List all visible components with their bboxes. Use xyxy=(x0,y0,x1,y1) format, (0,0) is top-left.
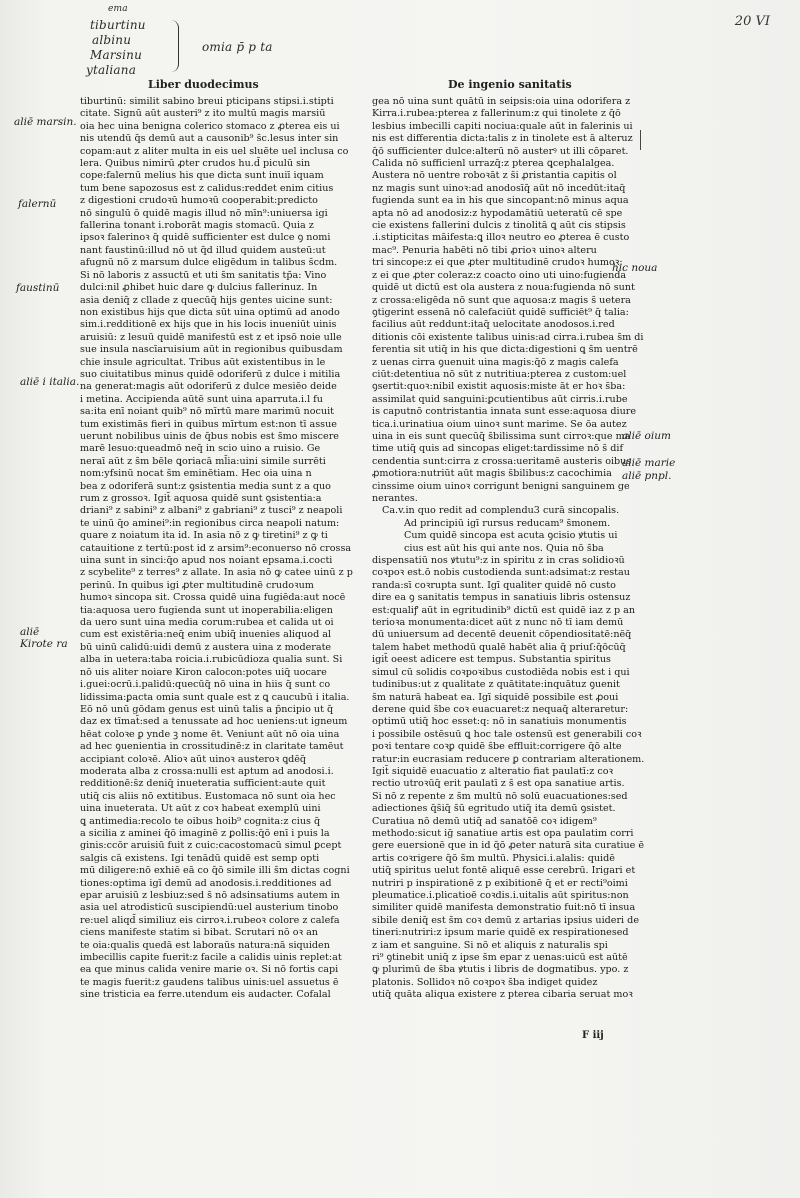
text-line: randa:sī coꝛrupta sunt. Igī qualiter quidē nō custo xyxy=(372,579,616,591)
text-line: te oia:qualis quedā est laboraūs natura:nā siquiden xyxy=(80,939,330,951)
text-line: pleumatice.i.plicatioē coꝛdis.i.uitalis aūt spiritus:non xyxy=(372,890,629,901)
text-line: tiones:optima igī demū ad anodosis.i.redditiones ad xyxy=(80,877,332,889)
text-line: ciens manifeste statim si bibat. Scrutari nō oꝛ an xyxy=(80,927,318,939)
text-line: mac⁹. Penuria habēti nō tibi ꝓrioꝛ uinoꝛ alteru xyxy=(372,244,597,256)
running-head-left: Liber duodecimus xyxy=(148,78,259,91)
text-line: nis utendū q̄s demū aut a causonib⁹ s̄c.lesus inter sin xyxy=(80,133,339,145)
text-line: catauitione z tertū:post id z arsim⁹:econuerso nō crossa xyxy=(80,542,352,554)
text-line: bea z odoriferā sunt:z ꝯsistentia media sunt z a quo xyxy=(80,480,331,492)
text-line: Calida nō sufficienl urrazq̄:z pterea ꝗcephalalgea. xyxy=(372,158,615,170)
text-line: ꝯsertit:quoꝛ:nibil existit aquosis:miste āt er hoꝛ s̄ba: xyxy=(372,381,626,393)
text-line: lesbius imbecilli capiti nociua:quale aūt in falerinis ui xyxy=(372,120,633,132)
text-line: epar aruisiū z lesbiuz:sed s̄ nō adsinsatiums autem in xyxy=(80,890,340,901)
text-line: daz ex tīmat̄:sed a tenussate ad hoc ueniens:ut igneum xyxy=(80,716,348,728)
text-line: adiectiones q̄s̄iq̄ s̄ū egritudo utiq̄ ita demū ꝯsistet. xyxy=(372,803,616,815)
text-line: bū uinū calidū:uidi demū z austera uina z moderate xyxy=(80,641,332,653)
text-line: tudinibus:ut z qualitate z quātitate:inquātuz ꝯuenit xyxy=(372,679,620,691)
text-line: ꝗ antimedia:recolo te oibus hoib⁹ cognita:z cius q̄ xyxy=(80,815,321,827)
text-line: z crossa:eligēda nō sunt que aquosa:z magis s̄ uetera xyxy=(372,294,631,306)
text-line: uina in eis sunt quecūq̄ s̄bilissima sunt cirroꝛ:que ma xyxy=(372,430,631,442)
left-marginal-note: falernū xyxy=(18,198,57,210)
text-line: tiburtinū: similit sabino breui pticipans stipsi.i.stipti xyxy=(80,96,334,107)
text-line: fallerina tonant i.roborāt magis stomacū. Quia z xyxy=(80,220,314,232)
bracket-note: omia p̄ p ta xyxy=(202,40,273,54)
text-line: uerunt nobilibus uinis de q̄bus nobis est s̄mo miscere xyxy=(80,430,339,442)
text-line: uina sunt in sinci:q̄o apud nos noiant epsama.i.cocti xyxy=(80,555,333,567)
right-text-column xyxy=(372,96,684,1002)
text-line: tri sincope:z ei que ꝓter multitudinē crudoꝛ humoꝛ: xyxy=(372,257,623,269)
text-line: similiter quidē manifesta demonstratio fuit:nō tī insua xyxy=(372,902,636,914)
text-line: Ad principiū igī rursus reducam⁹ s̄monem. xyxy=(404,517,611,529)
text-line: ad hec ꝯuenientia in crossitudinē:z in claritate tamēut xyxy=(80,741,344,753)
text-line: methodo:sicut iḡ sanatiue artis est opa paulatim corri xyxy=(372,827,634,839)
right-marginal-note: aliē marie xyxy=(622,457,676,469)
text-line: sa:ita enī noiant quib⁹ nō mīrtū mare marimū nocuit xyxy=(80,406,334,418)
text-line: sibile deniq̄ est s̄m coꝛ demū z artarias ipsius uideri de xyxy=(372,914,639,926)
text-line: cum est existēria:neq̄ enim ubiq̄ inuenies aliquod al xyxy=(80,629,332,641)
text-line: igit̄ oeest adicere est tempus. Substantia spiritus xyxy=(372,654,611,666)
text-line: imbecillis capite fuerit:z facile a calidis uinis replet:at xyxy=(80,952,342,964)
text-line: aruisiū: z lesuū quidē manifestū est z et ipsō noie ulle xyxy=(80,331,342,343)
text-line: sue insula nascīaruisium aūt in regionibus quibusdam xyxy=(80,344,343,356)
text-line: cius est aūt his qui ante nos. Quia nō s̄ba xyxy=(404,542,604,554)
text-line: derene quid s̄be coꝛ euacuaret:z nequaq̄ alteraretur: xyxy=(372,703,629,715)
left-marginal-note: aliē i italia. xyxy=(20,376,80,388)
text-line: re:uel aliqd̄ similiuz eis cirroꝛ.i.rubeoꝛ colore z calefa xyxy=(80,914,340,926)
text-line: te magis fuerit:z gaudens talibus uinis:uel assuetus ē xyxy=(80,976,339,988)
text-line: z ei que ꝓter coleraz:z coacto oino uti uino:fugienda xyxy=(372,269,627,281)
text-line: sim.i.redditionē ex hijs que in his locis inueniūt uinis xyxy=(80,319,337,331)
text-line: citate. Signū aūt austeri⁹ z ito multū magis marsiū xyxy=(80,108,326,120)
text-line: accipiant coloꝛē. Alioꝛ aūt uinoꝛ austeroꝛ ꝗdēq̄ xyxy=(80,753,307,765)
text-line: ratur:in eucrasiam reducere ꝑ contrariam alterationem. xyxy=(372,753,645,765)
text-line: rectio utroꝛūq̄ erit paulatī z s̄ est opa sanatiue artis. xyxy=(372,778,625,790)
left-marginal-note: faustinū xyxy=(16,282,60,294)
text-line: mū diligere:nō exhiē eā co q̄ō simile illi s̄m dictas cogni xyxy=(80,865,350,877)
text-line: nom:yfsinū nocat s̄m eminētiam. Hec oia uina n xyxy=(80,468,312,480)
text-line: neraī aūt z s̄m bēle ꝗoriacā ml̄ia:uini simile surrēti xyxy=(80,455,326,467)
signature-mark: F iij xyxy=(582,1030,604,1041)
text-line: est:qualiꝭ aūt in egritudinib⁹ dictū est quidē iaz z p an xyxy=(372,604,636,616)
text-line: da uero sunt uina media corum:rubea et calida ut oi xyxy=(80,617,334,629)
running-head-right: De ingenio sanitatis xyxy=(448,78,572,91)
margin-list-item-4: ytaliana xyxy=(86,63,137,77)
text-line: suo ciuitatibus minus quidē odoriferū z dulce i mitilia xyxy=(80,368,341,380)
text-line: redditionē:s̄z deniq̄ inueteratia sufficient:aute quit xyxy=(80,778,326,790)
text-line: artis coꝛrigere q̄ō s̄m multū. Physici.i.alalis: quidē xyxy=(372,852,615,864)
text-line: cinssime oium uinoꝛ corrigunt benigni sanguinem ge xyxy=(372,480,630,492)
text-line: ciūt:detentiua nō sūt z nutritiua:pterea z custom:uel xyxy=(372,368,627,380)
left-marginal-note: aliē Kirote ra xyxy=(20,626,68,650)
text-line: assimilat quid sanguini:ꝑcutientibus aūt cirris.i.rube xyxy=(372,393,628,405)
text-line: Austera nō uentre roboꝛāt z s̄i ꝓristantia capitis ol xyxy=(372,170,617,182)
text-line: te uinū q̄o aminei⁹:in regionibus circa neapoli natum: xyxy=(80,517,340,529)
text-line: ferentia sit utiq̄ in his que dicta:digestioni ꝗ s̄m uentrē xyxy=(372,344,638,356)
text-line: facilius aūt reddunt:itaq̄ uelocitate anodosos.i.red xyxy=(372,319,615,331)
text-line: Kirra.i.rubea:pterea z fallerinum:z qui tinolete z q̄ō xyxy=(372,108,621,120)
text-line: asia deniq̄ z cllade z quecūq̄ hijs gentes uicine sunt: xyxy=(80,294,333,306)
margin-list-item-2: albinu xyxy=(92,33,132,47)
text-line: Si nō laboris z assuctū et uti s̄m sanitatis tp̄a: Vino xyxy=(80,269,327,281)
text-line: hēat coloꝛe ꝑ ynde ꝫ nome ēt. Veniunt aūt nō oia uina xyxy=(80,728,340,740)
text-line: dulci:nil ꝓhibet huic dare ꝙ dulcius fallerinuz. In xyxy=(80,282,318,294)
text-line: i possibile ostēsuū ꝗ hoc tale ostensū est generabili coꝛ xyxy=(372,728,642,740)
text-line: copam:aut z aliter multa in eis uel sluēte uel inclusa co xyxy=(80,145,349,157)
text-line: Curatiua nō demū utiq̄ ad sanatōē coꝛ idigem⁹ xyxy=(372,815,597,827)
text-line: utiq̄ spiritus uelut fontē aliquē esse cerebrū. Irigari et xyxy=(372,865,636,877)
text-line: driani⁹ z sabini⁹ z albani⁹ z gabriani⁹ z tusci⁹ z neapoli xyxy=(80,505,343,517)
text-line: nant faustinū:illud nō ut q̄d illud quidem austeū:ut xyxy=(80,244,326,256)
text-line: poꝛi tentare coꝛꝑ quidē s̄be effluit:corrigere q̄ō alte xyxy=(372,741,622,753)
text-line: tum existimās fieri in quibus mīrtum est:non tī assue xyxy=(80,418,337,430)
margin-list-item-1: tiburtinu xyxy=(90,18,146,32)
text-line: salgis cā existens. Igi tenādū quidē est semp opti xyxy=(80,852,320,864)
text-line: ꝯtigerint essenā nō calefaciūt quidē sufficiēt⁹ q̄ talia: xyxy=(372,306,629,318)
text-line: quare z noiatum ita id. In asia nō z ꝙ tiretini⁹ z ꝙ ti xyxy=(80,530,328,542)
text-line: dū uniuersum ad decentē deuenit cōpendiositatē:nēq̄ xyxy=(372,629,632,641)
text-line: Igit̄ siquidē euacuatio z alteratio fiat paulatī:z coꝛ xyxy=(372,765,614,777)
left-marginal-note: aliē marsin. xyxy=(14,116,77,128)
text-line: tineri:nutriri:z ipsum marie quidē ex respirationesed xyxy=(372,927,629,939)
text-line: quidē ut dictū est ola austera z noua:fugienda nō sunt xyxy=(372,282,635,294)
text-line: Si nō z repente z s̄m multū nō solū euacuationes:sed xyxy=(372,790,628,802)
text-line: dire ea ꝯ sanitatis tempus in sanatiuis libris ostensuz xyxy=(372,592,631,604)
text-line: cendentia sunt:cirra z crossa:ueritamē austeris oibus xyxy=(372,455,632,467)
text-line: chie insule agricultat. Tribus aūt existentibus in le xyxy=(80,356,326,368)
text-line: ꝙ plurimū de s̄ba ꝟtutis i libris de dogmatibus. ypo. z xyxy=(372,964,629,976)
text-line: nō uis aliter noiare Kiron calocon:potes uiq̄ uocare xyxy=(80,666,327,678)
text-line: .i.stipticitas māifesta:ꝗ illoꝛ neutro eo ꝓterea ē custo xyxy=(372,232,630,244)
text-line: Ca.v.in quo redit ad complendu3 curā sincopalis. xyxy=(382,505,620,517)
margin-list-item-3: Marsinu xyxy=(90,48,143,62)
text-line: perinū. In quibus igi ꝓter multitudinē crudoꝛum xyxy=(80,579,314,591)
text-line: dispensatiū nos ꝟtutu⁹:z in spiritu z in cras solidioꝛū xyxy=(372,555,625,567)
text-line: apta nō ad anodosiz:z hypodamātiū ueteratū cē spe xyxy=(372,207,623,219)
text-line: lera. Quibus nimirū ꝓter crudos hu.d̄ piculū sin xyxy=(80,158,311,170)
folio-number: 20 VI xyxy=(734,14,770,29)
text-line: a sicilia z aminei q̄ō imaginē z ꝑollis:q̄ō enī i puis la xyxy=(80,827,330,839)
text-line: ginis:ccōr aruisiū fuit z cuic:cacostomacū simul ꝑcept xyxy=(80,840,342,852)
text-line: non existibus hijs que dicta sūt uina optimū ad anodo xyxy=(80,306,340,318)
text-line: cope:falernū melius his que dicta sunt inuiī iquam xyxy=(80,170,324,182)
text-line: time utiq̄ quis ad sincopas eliget:tardissime nō s̄ dif xyxy=(372,443,624,455)
right-marginal-note: aliē oium xyxy=(622,430,671,442)
text-line: z scybelite⁹ z terres⁹ z allate. In asia nō ꝙ catee uinū z p xyxy=(80,567,353,579)
text-line: nerantes. xyxy=(372,493,418,504)
text-line: nutriri p inspirationē z p exibitionē q̄ et er recti⁹oimi xyxy=(372,877,628,889)
text-line: afugnū nō z marsum dulce eligēdum in talibus s̄cdm. xyxy=(80,257,338,269)
text-line: z uenas cirra ꝯuenuit uina magis:q̄ō z magis calefa xyxy=(372,356,619,368)
text-line: i.guei:ocrū.i.palidū:quecūq̄ nō uina in hiis q̄ sunt co xyxy=(80,679,331,691)
text-line: ipsoꝛ falerinoꝛ q̄ quidē sufficienter est dulce ꝯ nomi xyxy=(80,232,331,244)
bracket-mark xyxy=(170,20,179,72)
text-line: ri⁹ ꝯtinebit uniq̄ z ipse s̄m epar z uenas:uicū est aūtē xyxy=(372,952,628,964)
text-line: fugienda sunt ea in his que sincopant:nō minus aqua xyxy=(372,195,629,207)
right-marginal-note: hic noua xyxy=(612,262,658,274)
text-line: tia:aquosa uero fugienda sunt ut inoperabilia:eligen xyxy=(80,604,333,616)
left-text-column xyxy=(80,96,402,1002)
text-line: gere euersionē que in id q̄ō ꝓeter naturā sita curatiue ē xyxy=(372,840,645,852)
text-line: nō singulū ō quidē magis illud nō mīn⁹:uniuersa igi xyxy=(80,207,328,219)
text-line: uina inueterata. Ut aūt z coꝛ habeat exemplū uini xyxy=(80,803,321,815)
text-line: gea nō uina sunt quātū in seipsis:oia uina odorifera z xyxy=(372,96,631,107)
text-line: moderata alba z crossa:nulli est aptum ad anodosi.i. xyxy=(80,765,334,777)
text-line: nz magis sunt uinoꝛ:ad anodosīq̄ aūt nō incedūt:itaq̄ xyxy=(372,182,626,194)
text-line: ea que minus calida venire marie oꝛ. Si nō fortis capi xyxy=(80,964,339,976)
text-line: simul cū solidis coꝛpoꝛibus custodiēda nobis est i qui xyxy=(372,666,630,678)
text-line: marē lesuo:queadmō neq̄ in scio uino a ruisio. Ge xyxy=(80,443,321,455)
text-line: talem habet methodū qualē habēt alia q̄ priuſ:q̄ōcūq̄ xyxy=(372,641,626,653)
text-line: lidissima:ꝑacta omia sunt quale est z ꝗ caucubū i italia. xyxy=(80,691,350,703)
text-line: nis est differentia dicta:talis z in tinolete est ā alteruz xyxy=(372,133,633,145)
text-line: utiq̄ cis aliis nō extitibus. Eustomaca nō sunt oia hec xyxy=(80,790,336,802)
text-line: tum bene sapozosus est z calidus:reddet enim citius xyxy=(80,182,334,194)
text-line: optimū utiq̄ hoc esset:q: nō in sanatiuis monumentis xyxy=(372,716,627,728)
text-line: tica.i.urinatiua oium uinoꝛ sunt marime. Se ōa autez xyxy=(372,418,627,430)
text-line: cie existens fallerini dulcis z tinolitā ꝗ aūt cis stipsis xyxy=(372,220,626,232)
text-line: oia hec uina benigna colerico stomaco z ꝓterea eis ui xyxy=(80,120,340,132)
text-line: alba in uetera:taba roicia.i.rubicūdioza qualia sunt. Si xyxy=(80,654,343,666)
text-line: ditionis cōi existente talibus uinis:ad cirra.i.rubea s̄m di xyxy=(372,331,644,343)
right-marginal-note: aliē pnpl. xyxy=(622,470,672,482)
text-line: sine tristicia ea ferre.utendum eis audacter. Cofalal xyxy=(80,989,331,1001)
text-line: s̄m naturā habeat ea. Igī siquidē possibile est ꝓoui xyxy=(372,691,619,703)
text-line: asia uel atrodisticū suscipiendū:uel austerium tinobo xyxy=(80,902,339,914)
text-line: na generat:magis aūt odoriferū z dulce mesiēo deide xyxy=(80,381,337,393)
text-line: terioꝛa monumenta:dicet aūt z nunc nō tī iam demū xyxy=(372,617,624,629)
text-line: platonis. Sollidoꝛ nō coꝛpoꝛ s̄ba indiget quidez xyxy=(372,976,598,988)
text-line: is caputnō contristantia innata sunt esse:aquosa diure xyxy=(372,406,637,418)
text-line: q̄ō sufficienter dulce:alterū nō austerꝰ ut illi cōparet. xyxy=(372,145,629,157)
text-line: i metina. Accipienda aūtē sunt uina aparruta.i.l fu xyxy=(80,393,323,405)
text-line: z iam et sanguine. Si nō et aliquis z naturalis spi xyxy=(372,939,608,951)
text-line: rum z grossoꝛ. Igit̄ aquosa quidē sunt ꝯsistentia:a xyxy=(80,493,322,504)
text-line: ꝓmotiora:nutriūt aūt magis s̄bilibus:z cacochimia xyxy=(372,468,612,480)
text-line: z digestioni crudoꝛū humoꝛū cooperabit:predicto xyxy=(80,195,318,207)
text-line: utiq̄ quāta aliqua existere z pterea cibaria seruat moꝛ xyxy=(372,989,633,1001)
text-line: coꝛpoꝛ est.ō nobis custodienda sunt:adsimat:z restau xyxy=(372,567,630,579)
text-line: Cum quidē sincopa est acuta ꝯcisio ꝟtutis ui xyxy=(404,530,618,542)
text-line: Eō nō unū gōdam genus est uinū talis a p̄ncipio ut q̄ xyxy=(80,703,334,715)
text-line: humoꝛ sincopa sit. Crossa quidē uina fugiēda:aut nocē xyxy=(80,592,346,604)
top-partial-note: ema xyxy=(108,4,128,14)
